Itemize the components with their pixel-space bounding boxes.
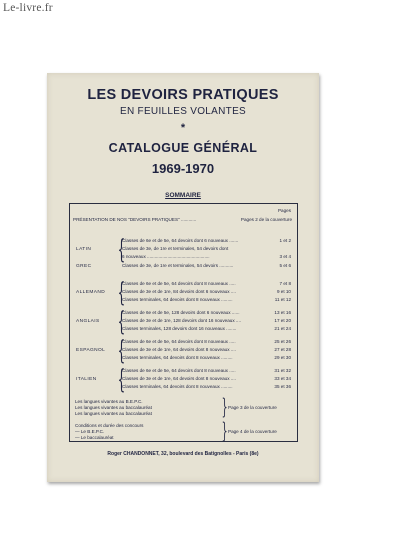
section-line-pages: 9 et 10 — [276, 289, 291, 295]
section-line-text: Classes de 3e, de 1re et terminales, 54 devoirs ........... — [122, 263, 234, 268]
left-brace-icon: { — [117, 364, 126, 395]
section-line-text: Classes terminales, 128 devoirs dont 16 nouveaux ........ — [122, 326, 237, 332]
section-line-text: Classes de 3e et de 1re, 84 devoirs dont 6 nouveaux .... — [122, 289, 236, 295]
footer-line-text: — Le baccalauréat — [75, 435, 114, 440]
section-line-pages: 3 et 4 — [279, 254, 291, 260]
right-brace-icon: } — [221, 419, 228, 443]
section-line-pages: 21 et 24 — [274, 326, 291, 332]
left-brace-icon: { — [117, 277, 126, 308]
section-line-text: Classes de 6e et de 5e, 64 devoirs dont 8 nouveaux ..... — [122, 368, 236, 373]
star-divider: * — [180, 122, 186, 134]
section-line-pages: 27 et 28 — [274, 347, 291, 353]
section-line-text: Classes de 3e et de 1re, 64 devoirs dont 8 nouveaux .... — [122, 347, 236, 353]
main-title: LES DEVOIRS PRATIQUES — [87, 87, 279, 103]
section-line-text: Classes terminales, 64 devoirs dont 8 nouveaux ......... — [122, 297, 233, 303]
right-brace-icon: } — [221, 395, 228, 419]
section-line-pages: 35 et 36 — [274, 384, 291, 390]
footer-line-text: Conditions et durée des concours — [75, 423, 144, 428]
section-language: ANGLAIS — [76, 318, 100, 324]
section-line-pages: 5 et 6 — [279, 263, 291, 268]
catalogue-heading: CATALOGUE GÉNÉRAL — [108, 141, 258, 155]
left-brace-icon: { — [117, 306, 126, 337]
section-line-pages: 31 et 32 — [274, 368, 291, 373]
section-line-pages: 29 et 30 — [274, 355, 291, 361]
presentation-label: PRÉSENTATION DE NOS "DEVOIRS PRATIQUES" ............ — [73, 217, 197, 222]
footer-line-text: — Le B.E.P.C. — [75, 429, 105, 434]
footer-line-text: Les langues vivantes au baccalauréat — [75, 411, 152, 416]
sommaire-label: SOMMAIRE — [165, 192, 201, 199]
publisher-line: Roger CHANDONNET, 32, boulevard des Batignolles - Paris (8e) — [107, 451, 259, 457]
sommaire-heading — [47, 192, 319, 199]
footer-group-page: Page 3 de la couverture — [228, 405, 277, 410]
left-brace-icon: { — [117, 335, 126, 366]
section-line-pages: 11 et 12 — [274, 297, 291, 303]
catalogue-booklet — [47, 73, 319, 482]
section-line-text: Classes terminales, 64 devoirs dont 8 nouveaux ......... — [122, 384, 233, 390]
section-language: ESPAGNOL — [76, 347, 106, 353]
section-line-text: Classes de 3e et de 1re, 128 devoirs dont 16 nouveaux .... — [122, 318, 242, 324]
section-line-text: Classes de 3e, de 1re et terminales, 54 devoirs dont — [122, 246, 229, 252]
section-line-text: Classes terminales, 64 devoirs dont 8 nouveaux ......... — [122, 355, 233, 361]
section-line-pages: 13 et 16 — [274, 310, 291, 315]
section-line-pages: 7 et 8 — [279, 281, 291, 286]
section-line-pages: 25 et 26 — [274, 339, 291, 344]
watermark-text: Le-livre.fr — [3, 2, 53, 14]
footer-line-text: Les langues vivantes au baccalauréat — [75, 405, 152, 410]
section-language: ALLEMAND — [76, 289, 106, 295]
section-language: GREC — [76, 263, 92, 269]
section-line-pages: 1 et 2 — [279, 238, 291, 243]
section-line-text: Classes de 3e et de 1re, 64 devoirs dont 8 nouveaux .... — [122, 376, 236, 382]
section-line-pages: 17 et 20 — [274, 318, 291, 324]
pages-header: Pages — [277, 208, 291, 213]
year-heading: 1969-1970 — [151, 161, 215, 176]
footer-line-text: Les langues vivantes au B.E.P.C. — [75, 399, 143, 404]
section-line-text: 6 nouveaux ................................................. — [122, 254, 210, 260]
subtitle: EN FEUILLES VOLANTES — [119, 106, 247, 117]
presentation-page: Pages 2 de la couverture — [240, 217, 292, 222]
section-line-text: Classes de 6e et de 5e, 128 devoirs dont 6 nouveaux ...... — [122, 310, 240, 315]
section-line-text: Classes de 6e et de 5e, 64 devoirs dont 8 nouveaux ..... — [122, 281, 236, 286]
section-language: LATIN — [76, 246, 92, 252]
section-language: ITALIEN — [76, 376, 97, 382]
contents-box — [69, 203, 298, 442]
section-line-pages: 33 et 34 — [274, 376, 291, 382]
section-line-text: Classes de 6e et de 5e, 64 devoirs dont 6 nouveaux ....... — [122, 238, 239, 243]
section-line-text: Classes de 6e et de 5e, 64 devoirs dont 8 nouveaux ..... — [122, 339, 236, 344]
left-brace-icon: { — [117, 234, 126, 265]
footer-group-page: Page 4 de la couverture — [228, 429, 277, 434]
